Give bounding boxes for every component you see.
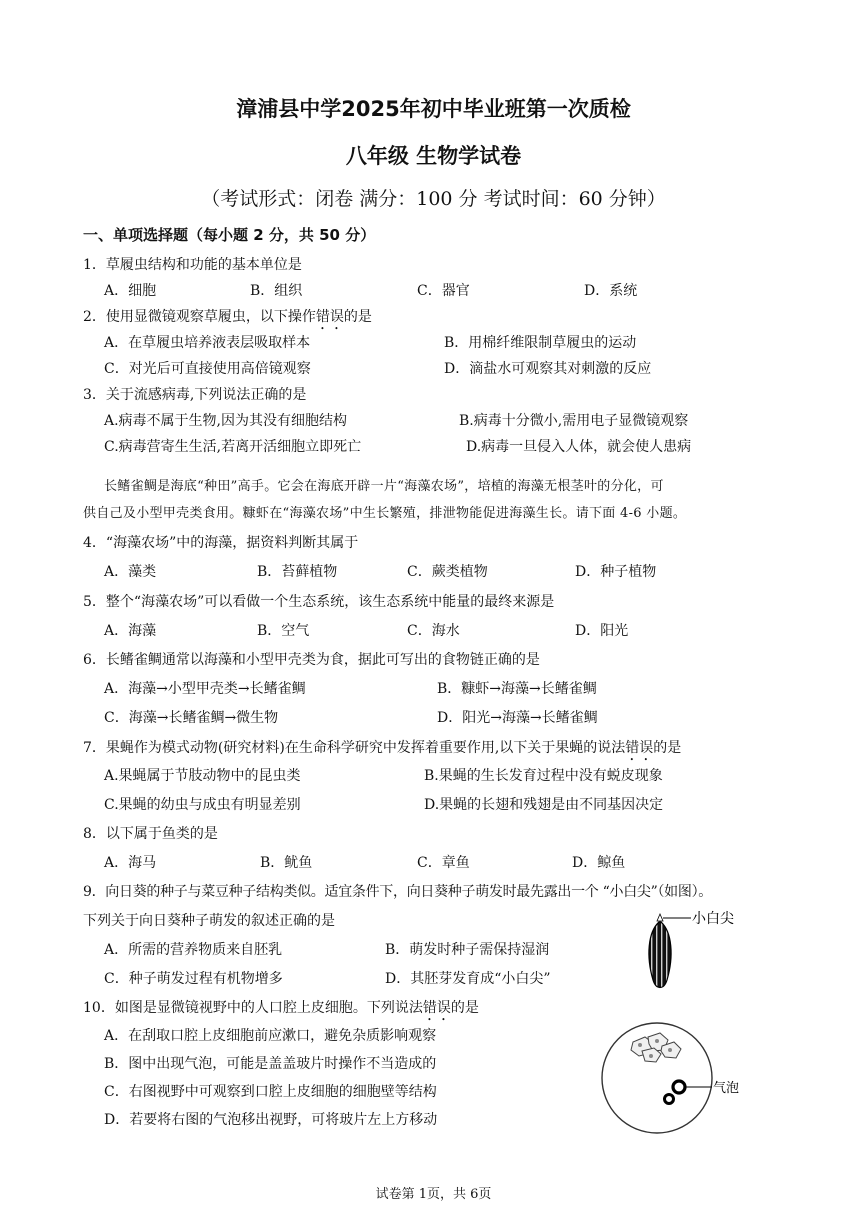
- question-10-option-a: A．在刮取口腔上皮细胞前应漱口，避免杂质影响观察: [104, 1028, 437, 1044]
- question-7-option-b: B.果蝇的生长发育过程中没有蜕皮现象: [424, 768, 663, 784]
- question-6-option-c: C．海藻→长鳍雀鲷→微生物: [104, 710, 279, 726]
- question-5-stem: 5．整个“海藻农场”可以看做一个生态系统，该生态系统中能量的最终来源是: [83, 594, 555, 610]
- question-4-option-c: C．蕨类植物: [407, 564, 488, 580]
- question-7-option-d: D.果蝇的长翅和残翅是由不同基因决定: [424, 797, 664, 813]
- question-2-option-a: A．在草履虫培养液表层吸取样本: [104, 335, 311, 351]
- question-7-option-c: C.果蝇的幼虫与成虫有明显差别: [104, 797, 301, 813]
- question-9-option-a: A．所需的营养物质来自胚乳: [104, 942, 283, 958]
- question-4-option-d: D．种子植物: [575, 564, 657, 580]
- question-10-option-c: C．右图视野中可观察到口腔上皮细胞的细胞壁等结构: [104, 1084, 437, 1100]
- question-5-option-b: B．空气: [257, 623, 310, 639]
- exam-info: （考试形式：闭卷 满分：100 分 考试时间：60 分钟）: [201, 188, 666, 210]
- bubble-label: 气泡: [713, 1081, 740, 1096]
- question-1-option-b: B．组织: [250, 283, 303, 299]
- question-4-option-a: A．藻类: [104, 564, 157, 580]
- question-3-option-b: B.病毒十分微小,需用电子显微镜观察: [459, 413, 689, 429]
- question-10-stem-end: 的是: [450, 1000, 479, 1016]
- question-2-option-b: B．用棉纤维限制草履虫的运动: [444, 335, 637, 351]
- question-10-stem: [83, 997, 479, 1024]
- question-2-emphasis: 错误: [315, 309, 344, 325]
- question-3-option-c: C.病毒营寄生生活,若离开活细胞立即死亡: [104, 439, 362, 455]
- question-1-option-a: A．细胞: [104, 283, 157, 299]
- question-6-option-d: D．阳光→海藻→长鳍雀鲷: [437, 710, 598, 726]
- question-2-option-d: D．滴盐水可观察其对刺激的反应: [444, 361, 652, 377]
- question-3-stem: 3．关于流感病毒,下列说法正确的是: [83, 387, 307, 403]
- question-5-option-a: A．海藻: [104, 623, 157, 639]
- question-8-option-a: A．海马: [104, 855, 157, 871]
- question-9-option-b: B．萌发时种子需保持湿润: [385, 942, 550, 958]
- question-9-stem-line-2: 下列关于向日葵种子萌发的叙述正确的是: [83, 913, 335, 929]
- question-8-option-d: D．鲸鱼: [572, 855, 626, 871]
- question-10-option-b: B．图中出现气泡，可能是盖盖玻片时操作不当造成的: [104, 1056, 437, 1072]
- passage-line-2: 供自己及小型甲壳类食用。糠虾在“海藻农场”中生长繁殖，排泄物能促进海藻生长。请下面 4-6 小题。: [83, 506, 687, 521]
- question-3-option-d: D.病毒一旦侵入人体，就会使人患病: [466, 439, 692, 455]
- question-2-stem-text: 2．使用显微镜观察草履虫，以下操作: [83, 309, 316, 325]
- question-7-stem: [83, 737, 681, 764]
- question-8-option-b: B．鱿鱼: [260, 855, 313, 871]
- question-1-option-d: D．系统: [584, 283, 638, 299]
- question-7-emphasis: 错误: [625, 740, 654, 756]
- section-title: 一、单项选择题（每小题 2 分，共 50 分）: [83, 226, 376, 244]
- sunflower-seed-figure: [640, 906, 750, 996]
- question-7-stem-text: 7．果蝇作为模式动物(研究材料)在生命科学研究中发挥着重要作用,以下关于果蝇的说法: [83, 740, 626, 756]
- question-9-option-d: D．其胚芽发育成“小白尖”: [385, 971, 551, 987]
- question-10-option-d: D．若要将右图的气泡移出视野，可将玻片左上方移动: [104, 1112, 438, 1128]
- exam-title: 漳浦县中学2025年初中毕业班第一次质检: [236, 97, 631, 121]
- question-6-option-a: A．海藻→小型甲壳类→长鳍雀鲷: [104, 681, 306, 697]
- question-4-option-b: B．苔藓植物: [257, 564, 338, 580]
- question-2-option-c: C．对光后可直接使用高倍镜观察: [104, 361, 311, 377]
- question-5-option-c: C．海水: [407, 623, 460, 639]
- question-9-option-c: C．种子萌发过程有机物增多: [104, 971, 283, 987]
- question-10-emphasis: 错误: [422, 1000, 451, 1016]
- seed-tip-label: 小白尖: [692, 911, 734, 927]
- passage-line-1: 长鳍雀鲷是海底“种田”高手。它会在海底开辟一片“海藻农场”，培植的海藻无根茎叶的分化，可: [104, 479, 664, 494]
- question-6-stem: 6．长鳍雀鲷通常以海藻和小型甲壳类为食，据此可写出的食物链正确的是: [83, 652, 540, 668]
- question-8-option-c: C．章鱼: [417, 855, 470, 871]
- question-10-stem-text: 10．如图是显微镜视野中的人口腔上皮细胞。下列说法: [83, 1000, 423, 1016]
- question-1-stem: 1．草履虫结构和功能的基本单位是: [83, 257, 302, 273]
- question-7-stem-end: 的是: [653, 740, 682, 756]
- question-3-option-a: A.病毒不属于生物,因为其没有细胞结构: [104, 413, 348, 429]
- question-7-option-a: A.果蝇属于节肢动物中的昆虫类: [104, 768, 301, 784]
- question-5-option-d: D．阳光: [575, 623, 629, 639]
- question-2-stem: [83, 306, 372, 333]
- microscope-field-figure: [600, 1018, 770, 1138]
- question-8-stem: 8．以下属于鱼类的是: [83, 826, 218, 842]
- question-6-option-b: B．糠虾→海藻→长鳍雀鲷: [437, 681, 597, 697]
- question-4-stem: 4．“海藻农场”中的海藻，据资料判断其属于: [83, 535, 359, 551]
- question-2-stem-end: 的是: [343, 309, 372, 325]
- exam-subtitle: 八年级 生物学试卷: [345, 144, 522, 168]
- page-footer: 试卷第 1页，共 6页: [375, 1187, 492, 1202]
- question-1-option-c: C．器官: [417, 283, 470, 299]
- question-9-stem-line-1: 9．向日葵的种子与菜豆种子结构类似。适宜条件下，向日葵种子萌发时最先露出一个 “小白尖”（如图）。: [83, 884, 712, 900]
